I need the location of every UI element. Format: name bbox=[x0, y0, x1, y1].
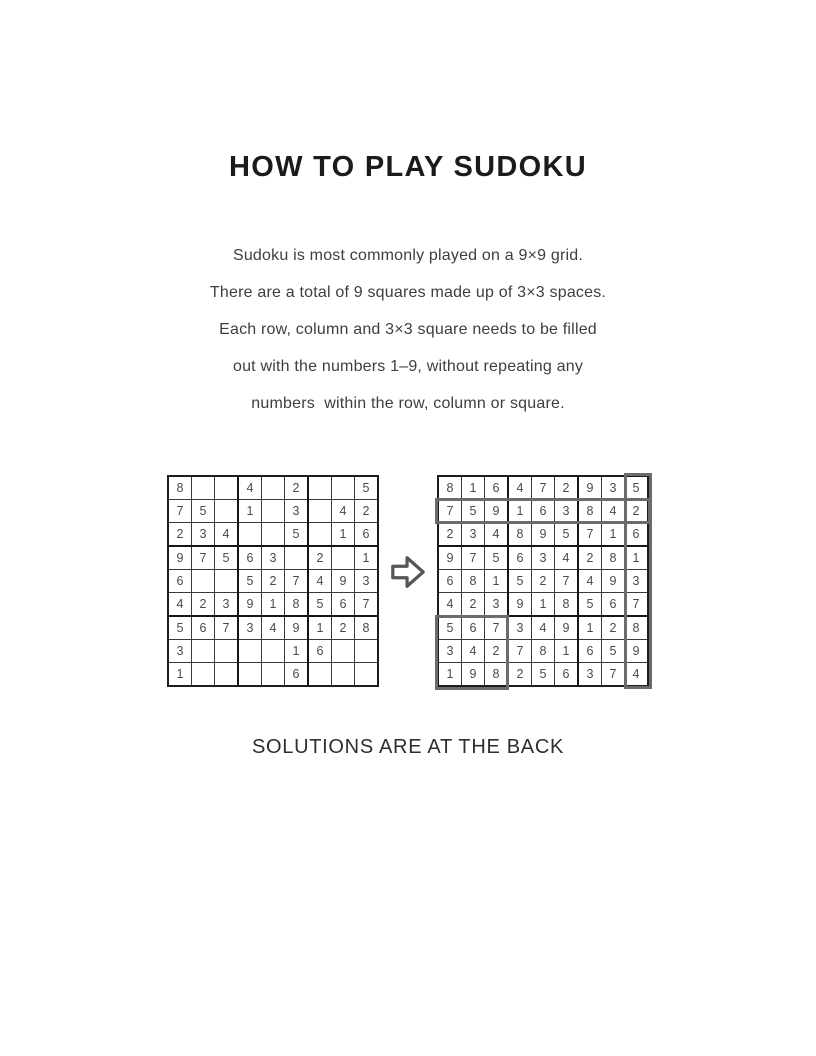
sudoku-cell: 1 bbox=[168, 663, 192, 687]
sudoku-cell: 9 bbox=[438, 546, 462, 570]
sudoku-cell: 6 bbox=[192, 616, 215, 640]
sudoku-cell: 1 bbox=[238, 500, 262, 523]
sudoku-cell: 5 bbox=[438, 616, 462, 640]
sudoku-cell: 6 bbox=[555, 663, 579, 687]
sudoku-row bbox=[168, 523, 378, 547]
sudoku-cell: 8 bbox=[355, 616, 379, 640]
solution-grid-wrap bbox=[437, 475, 649, 687]
sudoku-cell: 9 bbox=[285, 616, 309, 640]
sudoku-cell: 6 bbox=[485, 476, 509, 500]
sudoku-cell: 1 bbox=[602, 523, 625, 547]
puzzle-sudoku-grid bbox=[167, 475, 379, 687]
sudoku-cell: 3 bbox=[438, 640, 462, 663]
footer-note: SOLUTIONS ARE AT THE BACK bbox=[251, 736, 565, 758]
sudoku-cell bbox=[308, 476, 332, 500]
sudoku-cell: 2 bbox=[508, 663, 532, 687]
sudoku-cell bbox=[308, 500, 332, 523]
sudoku-cell: 8 bbox=[602, 546, 625, 570]
sudoku-cell: 1 bbox=[355, 546, 379, 570]
sudoku-cell bbox=[308, 663, 332, 687]
sudoku-cell bbox=[215, 500, 239, 523]
sudoku-cell: 2 bbox=[462, 593, 485, 617]
sudoku-cell: 6 bbox=[168, 570, 192, 593]
sudoku-cell: 8 bbox=[485, 663, 509, 687]
sudoku-cell: 3 bbox=[285, 500, 309, 523]
sudoku-cell bbox=[215, 570, 239, 593]
sudoku-cell: 7 bbox=[168, 500, 192, 523]
sudoku-cell: 4 bbox=[238, 476, 262, 500]
sudoku-cell: 5 bbox=[215, 546, 239, 570]
grid-section bbox=[0, 475, 816, 687]
sudoku-cell: 4 bbox=[332, 500, 355, 523]
sudoku-cell: 9 bbox=[485, 500, 509, 523]
sudoku-cell: 6 bbox=[308, 640, 332, 663]
sudoku-cell: 1 bbox=[508, 500, 532, 523]
sudoku-cell: 1 bbox=[262, 593, 285, 617]
sudoku-cell: 4 bbox=[308, 570, 332, 593]
sudoku-cell: 8 bbox=[462, 570, 485, 593]
sudoku-cell: 9 bbox=[332, 570, 355, 593]
sudoku-cell: 3 bbox=[625, 570, 649, 593]
sudoku-cell bbox=[355, 663, 379, 687]
sudoku-cell: 8 bbox=[578, 500, 602, 523]
sudoku-cell: 6 bbox=[578, 640, 602, 663]
sudoku-cell: 6 bbox=[602, 593, 625, 617]
sudoku-cell: 5 bbox=[285, 523, 309, 547]
solution-sudoku-grid bbox=[437, 475, 649, 687]
sudoku-cell: 5 bbox=[238, 570, 262, 593]
puzzle-grid-wrap bbox=[167, 475, 379, 687]
sudoku-cell: 7 bbox=[285, 570, 309, 593]
sudoku-row bbox=[168, 663, 378, 687]
sudoku-row bbox=[438, 616, 648, 640]
sudoku-cell: 1 bbox=[438, 663, 462, 687]
sudoku-cell bbox=[238, 640, 262, 663]
sudoku-cell: 1 bbox=[532, 593, 555, 617]
sudoku-cell: 3 bbox=[508, 616, 532, 640]
sudoku-cell: 2 bbox=[332, 616, 355, 640]
sudoku-cell bbox=[262, 523, 285, 547]
sudoku-cell bbox=[262, 500, 285, 523]
sudoku-row bbox=[438, 663, 648, 687]
sudoku-cell bbox=[238, 663, 262, 687]
sudoku-cell: 4 bbox=[578, 570, 602, 593]
sudoku-cell: 7 bbox=[192, 546, 215, 570]
sudoku-cell: 1 bbox=[308, 616, 332, 640]
sudoku-cell bbox=[308, 523, 332, 547]
sudoku-cell: 7 bbox=[555, 570, 579, 593]
sudoku-cell bbox=[262, 640, 285, 663]
sudoku-cell: 3 bbox=[555, 500, 579, 523]
sudoku-cell: 1 bbox=[555, 640, 579, 663]
sudoku-cell: 8 bbox=[438, 476, 462, 500]
sudoku-cell: 4 bbox=[262, 616, 285, 640]
sudoku-cell: 5 bbox=[578, 593, 602, 617]
sudoku-cell: 3 bbox=[532, 546, 555, 570]
sudoku-row bbox=[438, 523, 648, 547]
sudoku-cell bbox=[262, 476, 285, 500]
sudoku-cell: 5 bbox=[602, 640, 625, 663]
sudoku-cell: 7 bbox=[215, 616, 239, 640]
sudoku-cell: 2 bbox=[168, 523, 192, 547]
sudoku-cell: 9 bbox=[602, 570, 625, 593]
sudoku-cell: 9 bbox=[462, 663, 485, 687]
sudoku-cell: 4 bbox=[625, 663, 649, 687]
sudoku-row bbox=[168, 616, 378, 640]
sudoku-cell: 7 bbox=[462, 546, 485, 570]
sudoku-cell: 3 bbox=[215, 593, 239, 617]
sudoku-cell: 5 bbox=[625, 476, 649, 500]
sudoku-cell bbox=[192, 640, 215, 663]
sudoku-cell: 4 bbox=[215, 523, 239, 547]
sudoku-cell: 2 bbox=[555, 476, 579, 500]
sudoku-cell: 1 bbox=[285, 640, 309, 663]
sudoku-row bbox=[168, 476, 378, 500]
sudoku-cell: 3 bbox=[578, 663, 602, 687]
sudoku-cell: 2 bbox=[285, 476, 309, 500]
intro-line: Sudoku is most commonly played on a 9×9 grid. bbox=[232, 247, 584, 264]
intro-line: There are a total of 9 squares made up of 3×3 spaces. bbox=[209, 284, 607, 301]
intro-line: Each row, column and 3×3 square needs to be filled bbox=[219, 321, 597, 338]
sudoku-cell: 1 bbox=[462, 476, 485, 500]
sudoku-cell: 7 bbox=[508, 640, 532, 663]
sudoku-cell bbox=[215, 640, 239, 663]
sudoku-row bbox=[168, 640, 378, 663]
sudoku-cell: 6 bbox=[285, 663, 309, 687]
sudoku-cell: 3 bbox=[262, 546, 285, 570]
sudoku-cell: 9 bbox=[508, 593, 532, 617]
intro-paragraph bbox=[0, 237, 816, 422]
sudoku-cell: 9 bbox=[532, 523, 555, 547]
sudoku-row bbox=[168, 500, 378, 523]
sudoku-row bbox=[438, 476, 648, 500]
sudoku-cell: 6 bbox=[238, 546, 262, 570]
sudoku-cell: 9 bbox=[578, 476, 602, 500]
sudoku-cell: 2 bbox=[308, 546, 332, 570]
sudoku-cell: 2 bbox=[602, 616, 625, 640]
sudoku-cell: 5 bbox=[308, 593, 332, 617]
sudoku-cell: 3 bbox=[168, 640, 192, 663]
sudoku-cell: 2 bbox=[485, 640, 509, 663]
sudoku-cell: 8 bbox=[532, 640, 555, 663]
sudoku-cell: 2 bbox=[532, 570, 555, 593]
sudoku-cell bbox=[215, 663, 239, 687]
sudoku-cell: 4 bbox=[438, 593, 462, 617]
sudoku-cell: 9 bbox=[625, 640, 649, 663]
sudoku-cell: 3 bbox=[355, 570, 379, 593]
sudoku-cell: 2 bbox=[262, 570, 285, 593]
sudoku-cell: 6 bbox=[532, 500, 555, 523]
sudoku-cell: 7 bbox=[578, 523, 602, 547]
sudoku-cell: 5 bbox=[508, 570, 532, 593]
sudoku-cell: 6 bbox=[625, 523, 649, 547]
sudoku-cell: 7 bbox=[438, 500, 462, 523]
sudoku-cell bbox=[192, 663, 215, 687]
sudoku-cell: 2 bbox=[625, 500, 649, 523]
sudoku-cell: 2 bbox=[192, 593, 215, 617]
sudoku-cell bbox=[192, 570, 215, 593]
sudoku-cell: 3 bbox=[485, 593, 509, 617]
sudoku-cell bbox=[332, 546, 355, 570]
sudoku-cell: 5 bbox=[168, 616, 192, 640]
sudoku-cell: 5 bbox=[555, 523, 579, 547]
sudoku-cell: 8 bbox=[285, 593, 309, 617]
sudoku-cell: 5 bbox=[355, 476, 379, 500]
sudoku-cell: 7 bbox=[485, 616, 509, 640]
sudoku-cell: 5 bbox=[485, 546, 509, 570]
sudoku-cell: 9 bbox=[168, 546, 192, 570]
sudoku-cell: 7 bbox=[625, 593, 649, 617]
sudoku-cell: 9 bbox=[238, 593, 262, 617]
sudoku-cell: 5 bbox=[532, 663, 555, 687]
sudoku-cell: 5 bbox=[462, 500, 485, 523]
sudoku-cell: 8 bbox=[168, 476, 192, 500]
sudoku-cell: 1 bbox=[625, 546, 649, 570]
sudoku-cell: 6 bbox=[438, 570, 462, 593]
sudoku-cell: 6 bbox=[462, 616, 485, 640]
sudoku-cell: 3 bbox=[238, 616, 262, 640]
sudoku-cell bbox=[215, 476, 239, 500]
sudoku-cell bbox=[332, 640, 355, 663]
sudoku-cell: 4 bbox=[462, 640, 485, 663]
sudoku-cell: 6 bbox=[332, 593, 355, 617]
intro-line: out with the numbers 1–9, without repeating any bbox=[232, 358, 584, 375]
sudoku-cell: 1 bbox=[485, 570, 509, 593]
sudoku-cell: 3 bbox=[462, 523, 485, 547]
sudoku-cell bbox=[192, 476, 215, 500]
sudoku-cell: 2 bbox=[438, 523, 462, 547]
sudoku-cell: 4 bbox=[555, 546, 579, 570]
sudoku-row bbox=[438, 546, 648, 570]
sudoku-row bbox=[168, 593, 378, 617]
sudoku-cell: 8 bbox=[555, 593, 579, 617]
sudoku-cell: 2 bbox=[578, 546, 602, 570]
sudoku-cell bbox=[285, 546, 309, 570]
sudoku-row bbox=[168, 546, 378, 570]
sudoku-cell: 4 bbox=[532, 616, 555, 640]
sudoku-cell: 6 bbox=[355, 523, 379, 547]
sudoku-cell bbox=[262, 663, 285, 687]
page-title: HOW TO PLAY SUDOKU bbox=[228, 151, 588, 183]
sudoku-cell: 8 bbox=[625, 616, 649, 640]
sudoku-cell: 4 bbox=[485, 523, 509, 547]
sudoku-cell: 3 bbox=[192, 523, 215, 547]
sudoku-row bbox=[438, 640, 648, 663]
sudoku-cell: 9 bbox=[555, 616, 579, 640]
sudoku-cell bbox=[238, 523, 262, 547]
sudoku-cell: 3 bbox=[602, 476, 625, 500]
intro-line: numbers within the row, column or square. bbox=[251, 395, 565, 412]
sudoku-cell: 2 bbox=[355, 500, 379, 523]
sudoku-cell: 4 bbox=[508, 476, 532, 500]
sudoku-cell: 4 bbox=[602, 500, 625, 523]
sudoku-cell: 1 bbox=[332, 523, 355, 547]
sudoku-cell bbox=[332, 663, 355, 687]
sudoku-row bbox=[438, 570, 648, 593]
sudoku-row bbox=[438, 593, 648, 617]
right-block-arrow-icon bbox=[389, 549, 427, 595]
sudoku-cell: 8 bbox=[508, 523, 532, 547]
sudoku-row bbox=[168, 570, 378, 593]
sudoku-row bbox=[438, 500, 648, 523]
sudoku-cell: 7 bbox=[532, 476, 555, 500]
sudoku-cell: 1 bbox=[578, 616, 602, 640]
sudoku-cell: 4 bbox=[168, 593, 192, 617]
sudoku-cell: 5 bbox=[192, 500, 215, 523]
sudoku-cell bbox=[332, 476, 355, 500]
sudoku-cell: 7 bbox=[602, 663, 625, 687]
sudoku-cell bbox=[355, 640, 379, 663]
sudoku-cell: 7 bbox=[355, 593, 379, 617]
sudoku-cell: 6 bbox=[508, 546, 532, 570]
